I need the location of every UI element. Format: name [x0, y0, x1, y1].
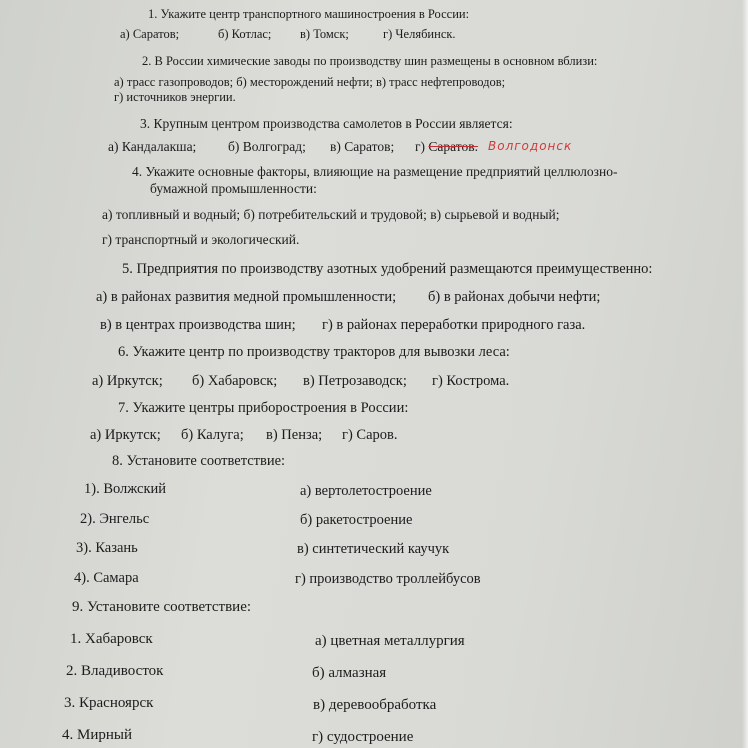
question-9: 9. Установите соответствие:	[72, 599, 252, 615]
q8-right-d: г) производство троллейбусов	[295, 571, 481, 587]
q4-options-line1: а) топливный и водный; б) потребительский и трудовой; в) сырьевой и водный;	[102, 207, 560, 222]
q9-left-1: 1. Хабаровск	[70, 631, 153, 647]
question-8: 8. Установите соответствие:	[112, 453, 286, 469]
q9-right-d: г) судостроение	[312, 729, 414, 745]
q4-options-line2: г) транспортный и экологический.	[102, 232, 300, 247]
q9-right-c: в) деревообработка	[313, 697, 437, 713]
q1-option-d: г) Челябинск.	[383, 27, 456, 41]
q3-option-c: в) Саратов;	[330, 139, 395, 154]
q8-right-b: б) ракетостроение	[300, 512, 413, 528]
q2-options-line2: г) источников энергии.	[114, 90, 236, 104]
q1-option-a: а) Саратов;	[120, 27, 180, 41]
q8-left-3: 3). Казань	[76, 540, 138, 556]
q6-option-a: а) Иркутск;	[92, 373, 163, 389]
question-5: 5. Предприятия по производству азотных удобрений размещаются преимущественно:	[122, 261, 653, 277]
q8-right-c: в) синтетический каучук	[297, 541, 450, 557]
q6-option-c: в) Петрозаводск;	[303, 373, 407, 389]
question-7: 7. Укажите центры приборостроения в России:	[118, 400, 409, 416]
q7-option-a: а) Иркутск;	[90, 427, 161, 443]
q1-option-b: б) Котлас;	[218, 27, 272, 41]
q5-option-b: б) в районах добычи нефти;	[428, 289, 601, 305]
q8-left-2: 2). Энгельс	[80, 511, 150, 527]
q9-right-b: б) алмазная	[312, 665, 387, 681]
q7-option-b: б) Калуга;	[181, 427, 244, 443]
q3-option-d	[415, 140, 478, 154]
q9-left-4: 4. Мирный	[62, 727, 132, 743]
handwritten-answer: Волгодонск	[488, 139, 573, 153]
q1-option-c: в) Томск;	[300, 27, 349, 41]
q5-option-d: г) в районах переработки природного газа.	[322, 317, 586, 333]
q6-option-b: б) Хабаровск;	[192, 373, 278, 389]
paper-edge	[742, 0, 748, 748]
question-2: 2. В России химические заводы по производству шин размещены в основном вблизи:	[142, 54, 598, 68]
q6-option-d: г) Кострома.	[432, 373, 510, 389]
q3-option-b: б) Волгоград;	[228, 139, 306, 154]
q9-right-a: а) цветная металлургия	[315, 633, 465, 649]
q9-left-3: 3. Красноярск	[64, 695, 154, 711]
q3-option-d-letter: г)	[415, 139, 426, 154]
q2-options-line1: а) трасс газопроводов; б) месторождений нефти; в) трасс нефтепроводов;	[114, 75, 506, 89]
question-6: 6. Укажите центр по производству тракторов для вывозки леса:	[118, 344, 510, 360]
q5-option-c: в) в центрах производства шин;	[100, 317, 296, 333]
q8-left-1: 1). Волжский	[84, 481, 167, 497]
q8-left-4: 4). Самара	[74, 570, 139, 586]
q3-struck-answer: Саратов.	[428, 139, 479, 154]
question-4-line1: 4. Укажите основные факторы, влияющие на размещение предприятий целлюлозно-	[132, 164, 618, 179]
question-1: 1. Укажите центр транспортного машиностроения в России:	[148, 7, 470, 21]
q8-right-a: а) вертолетостроение	[300, 483, 432, 499]
q9-left-2: 2. Владивосток	[66, 663, 164, 679]
q3-option-a: а) Кандалакша;	[108, 139, 197, 154]
question-3: 3. Крупным центром производства самолетов в России является:	[140, 116, 513, 131]
q5-option-a: а) в районах развития медной промышленности;	[96, 289, 397, 305]
q7-option-c: в) Пенза;	[266, 427, 323, 443]
q7-option-d: г) Саров.	[342, 427, 398, 443]
question-4-line2: бумажной промышленности:	[150, 181, 317, 196]
